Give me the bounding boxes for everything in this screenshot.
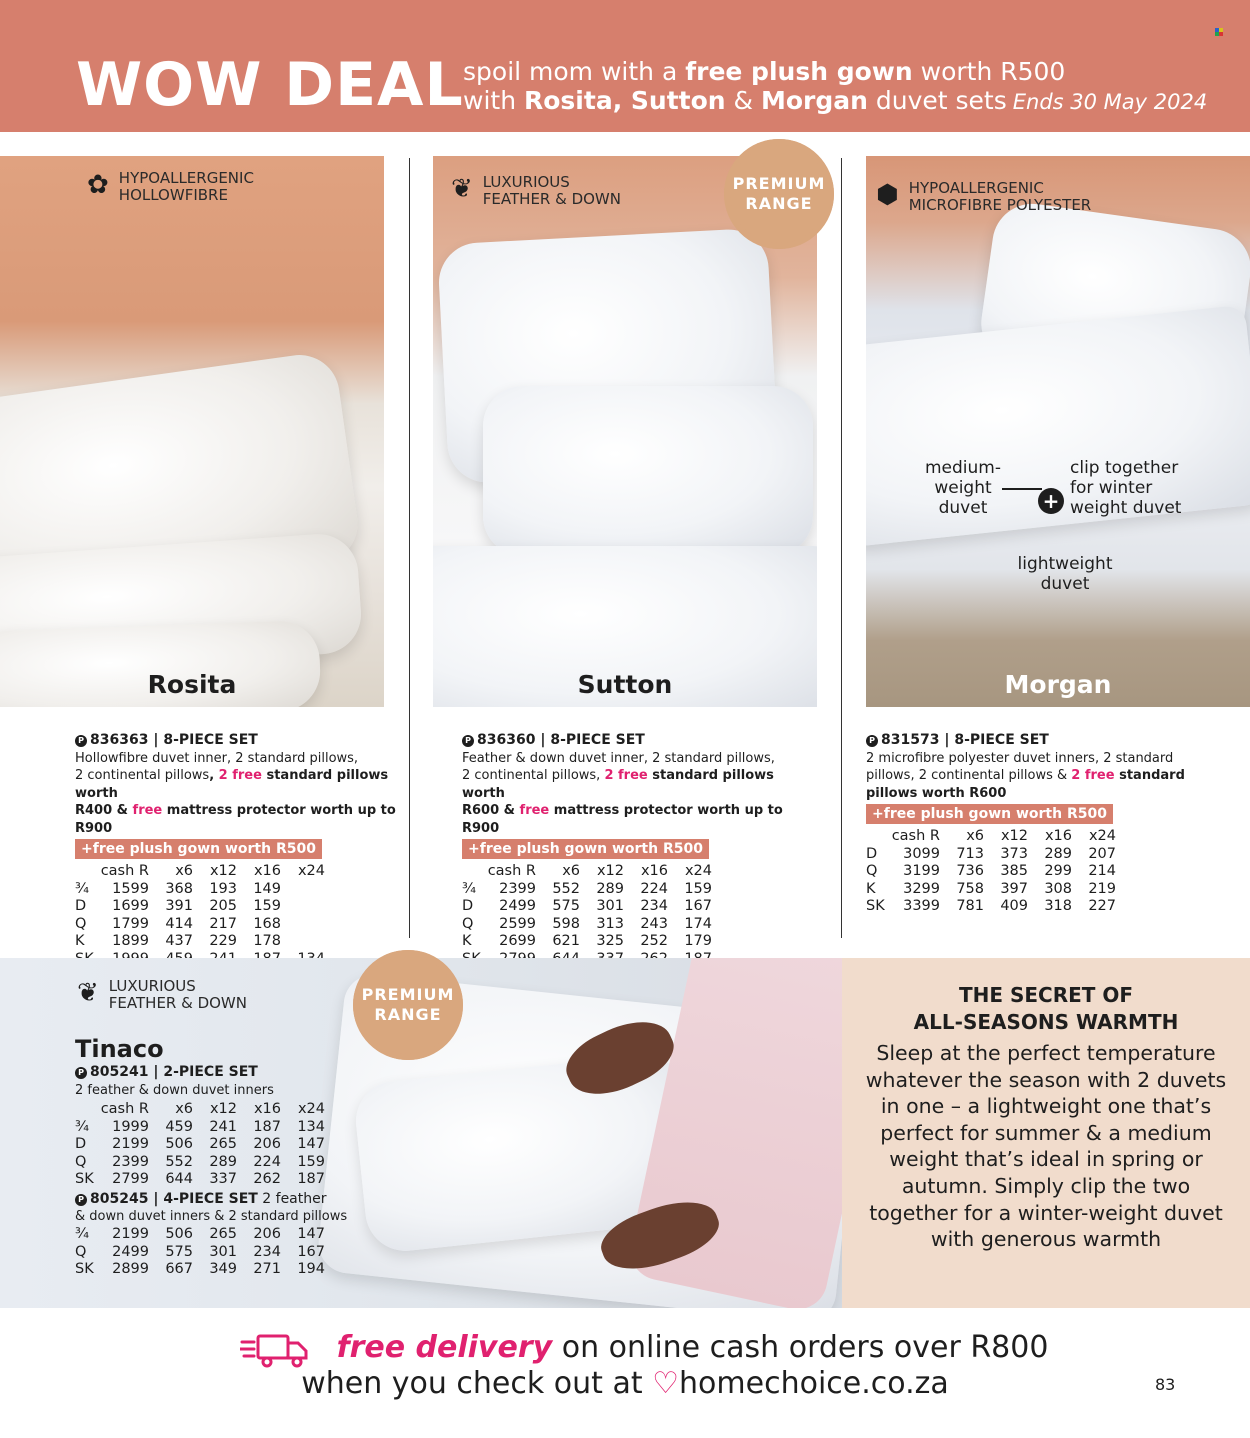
rosita-info: [75, 732, 405, 969]
product-code-icon: P: [75, 735, 87, 747]
sutton-name: Sutton: [577, 670, 673, 699]
wow-deal-banner: [0, 0, 1250, 132]
tinaco-set1-description: 2 feather & down duvet inners: [75, 1082, 274, 1098]
morgan-name: Morgan: [1004, 670, 1112, 699]
tinaco-set1-code: P 805241 | 2-PIECE SET: [75, 1064, 405, 1082]
price-row: K 2699 621 325 252 179: [462, 933, 712, 950]
flower-icon: ✿: [87, 170, 109, 200]
medium-weight-annotation: medium- weight duvet: [924, 458, 1001, 518]
price-header: cash R x6 x12 x16 x24: [100, 1101, 325, 1117]
premium-range-badge: PREMIUM RANGE: [724, 139, 834, 249]
checkout-line: when you check out at ♡homechoice.co.za: [301, 1366, 949, 1401]
price-row: Q 1799 414 217 168: [75, 915, 281, 932]
rosita-price-table: [75, 863, 325, 969]
all-seasons-info-panel: [842, 958, 1250, 1308]
rosita-description: Hollowfibre duvet inner, 2 standard pillows, 2 continental pillows, 2 free standard pillows worth R400 & free mattress protector worth up to R900: [75, 750, 396, 836]
delivery-footer: [0, 1320, 1250, 1438]
rosita-code: P 836363 | 8-PIECE SET: [75, 732, 405, 750]
morgan-price-table: [866, 828, 1116, 916]
banner-line-2: with Rosita, Sutton & Morgan duvet sets Ends 30 May 2024: [463, 86, 1208, 115]
price-row: K 3299 758 397 308 219: [866, 880, 1116, 897]
page-number: 83: [1155, 1375, 1176, 1394]
sutton-code: P 836360 | 8-PIECE SET: [462, 732, 792, 750]
banner-headline: WOW DEAL: [76, 50, 464, 120]
price-row: Q 2399 552 289 224 159: [75, 1153, 325, 1170]
feather-icon: ❦: [451, 174, 473, 204]
tinaco-set2-description: & down duvet inners & 2 standard pillows: [75, 1209, 348, 1225]
product-code-icon: P: [75, 1067, 87, 1079]
free-gown-offer: +free plush gown worth R500: [75, 839, 322, 859]
tinaco-fibre-label: ❦ LUXURIOUS FEATHER & DOWN: [77, 977, 247, 1012]
price-row: Q 3199 736 385 299 214: [866, 863, 1116, 880]
premium-range-badge: PREMIUM RANGE: [353, 950, 463, 1060]
price-row: Q 2499 575 301 234 167: [75, 1243, 325, 1260]
honeycomb-icon: ⬢: [876, 180, 899, 210]
plus-icon: +: [1038, 488, 1064, 514]
price-header: cash R x6 x12 x16 x24: [891, 828, 1116, 844]
price-row: ¾ 2199 506 265 206 147: [75, 1225, 325, 1242]
morgan-fibre-label: ⬢ HYPOALLERGENIC MICROFIBRE POLYESTER: [876, 179, 1092, 214]
tinaco-set1-price-table: [75, 1101, 325, 1189]
free-delivery-line: free delivery on online cash orders over R800: [336, 1330, 1049, 1365]
price-row: D 2199 506 265 206 147: [75, 1136, 325, 1153]
product-code-icon: P: [75, 1194, 87, 1206]
sutton-price-table: [462, 863, 712, 969]
free-gown-offer: +free plush gown worth R500: [462, 839, 709, 859]
rosita-name: Rosita: [147, 670, 237, 699]
product-code-icon: P: [462, 735, 474, 747]
tinaco-info: [75, 1034, 405, 1279]
price-header: cash R x6 x12 x16 x24: [100, 863, 325, 879]
banner-line-1: spoil mom with a free plush gown worth R500: [463, 57, 1066, 86]
price-row: ¾ 2399 552 289 224 159: [462, 880, 712, 897]
price-row: ¾ 1999 459 241 187 134: [75, 1118, 325, 1135]
morgan-product-photo: [866, 156, 1250, 707]
price-row: D 1699 391 205 159: [75, 898, 281, 915]
feather-icon: ❦: [77, 978, 99, 1008]
product-code-icon: P: [866, 735, 878, 747]
price-row: K 1899 437 229 178: [75, 933, 281, 950]
free-gown-offer: +free plush gown worth R500: [866, 804, 1113, 824]
price-row: Q 2599 598 313 243 174: [462, 915, 712, 932]
annotation-connector: [1002, 488, 1042, 490]
color-registration-icon: [1215, 28, 1225, 38]
price-row: ¾ 1599 368 193 149: [75, 880, 281, 897]
tinaco-set2-code: P 805245 | 4-PIECE SET 2 feather: [75, 1191, 405, 1209]
sutton-description: Feather & down duvet inner, 2 standard pillows, 2 continental pillows, 2 free standard pillows worth R600 & free mattress protector worth up to R900: [462, 750, 783, 836]
morgan-description: 2 microfibre polyester duvet inners, 2 standard pillows, 2 continental pillows & 2 free standard pillows worth R600: [866, 750, 1185, 801]
column-divider: [409, 158, 410, 938]
price-row: SK 2799 644 337 262 187: [75, 1171, 325, 1188]
price-header: cash R x6 x12 x16 x24: [487, 863, 712, 879]
rosita-fibre-label: ✿ HYPOALLERGENIC HOLLOWFIBRE: [87, 169, 254, 204]
clip-together-annotation: clip together for winter weight duvet: [1070, 458, 1182, 518]
all-seasons-title: THE SECRET OF ALL-SEASONS WARMTH: [913, 983, 1179, 1034]
homechoice-website-link[interactable]: homechoice.co.za: [679, 1366, 949, 1401]
sutton-fibre-label: ❦ LUXURIOUS FEATHER & DOWN: [451, 173, 621, 208]
morgan-code: P 831573 | 8-PIECE SET: [866, 732, 1246, 750]
all-seasons-body: Sleep at the perfect temperature whatever the season with 2 duvets in one – a lightweight one that’s perfect for summer & a medium weight that’s ideal in spring or autumn. Simply clip the two together for a winter-weight duvet with generous warmth: [865, 1041, 1227, 1252]
price-row: D 2499 575 301 234 167: [462, 898, 712, 915]
offer-end-date: Ends 30 May 2024: [1012, 90, 1208, 114]
tinaco-set2-price-table: [75, 1226, 325, 1279]
price-row: SK 2899 667 349 271 194: [75, 1261, 325, 1278]
sutton-info: [462, 732, 792, 969]
price-row: D 3099 713 373 289 207: [866, 845, 1116, 862]
column-divider: [841, 158, 842, 938]
rosita-product-photo: [0, 156, 384, 707]
price-row: SK 3399 781 409 318 227: [866, 898, 1116, 915]
morgan-info: [866, 732, 1246, 916]
heart-icon: ♡: [652, 1366, 680, 1401]
tinaco-name: Tinaco: [75, 1035, 164, 1063]
lightweight-annotation: lightweight duvet: [1017, 554, 1113, 594]
